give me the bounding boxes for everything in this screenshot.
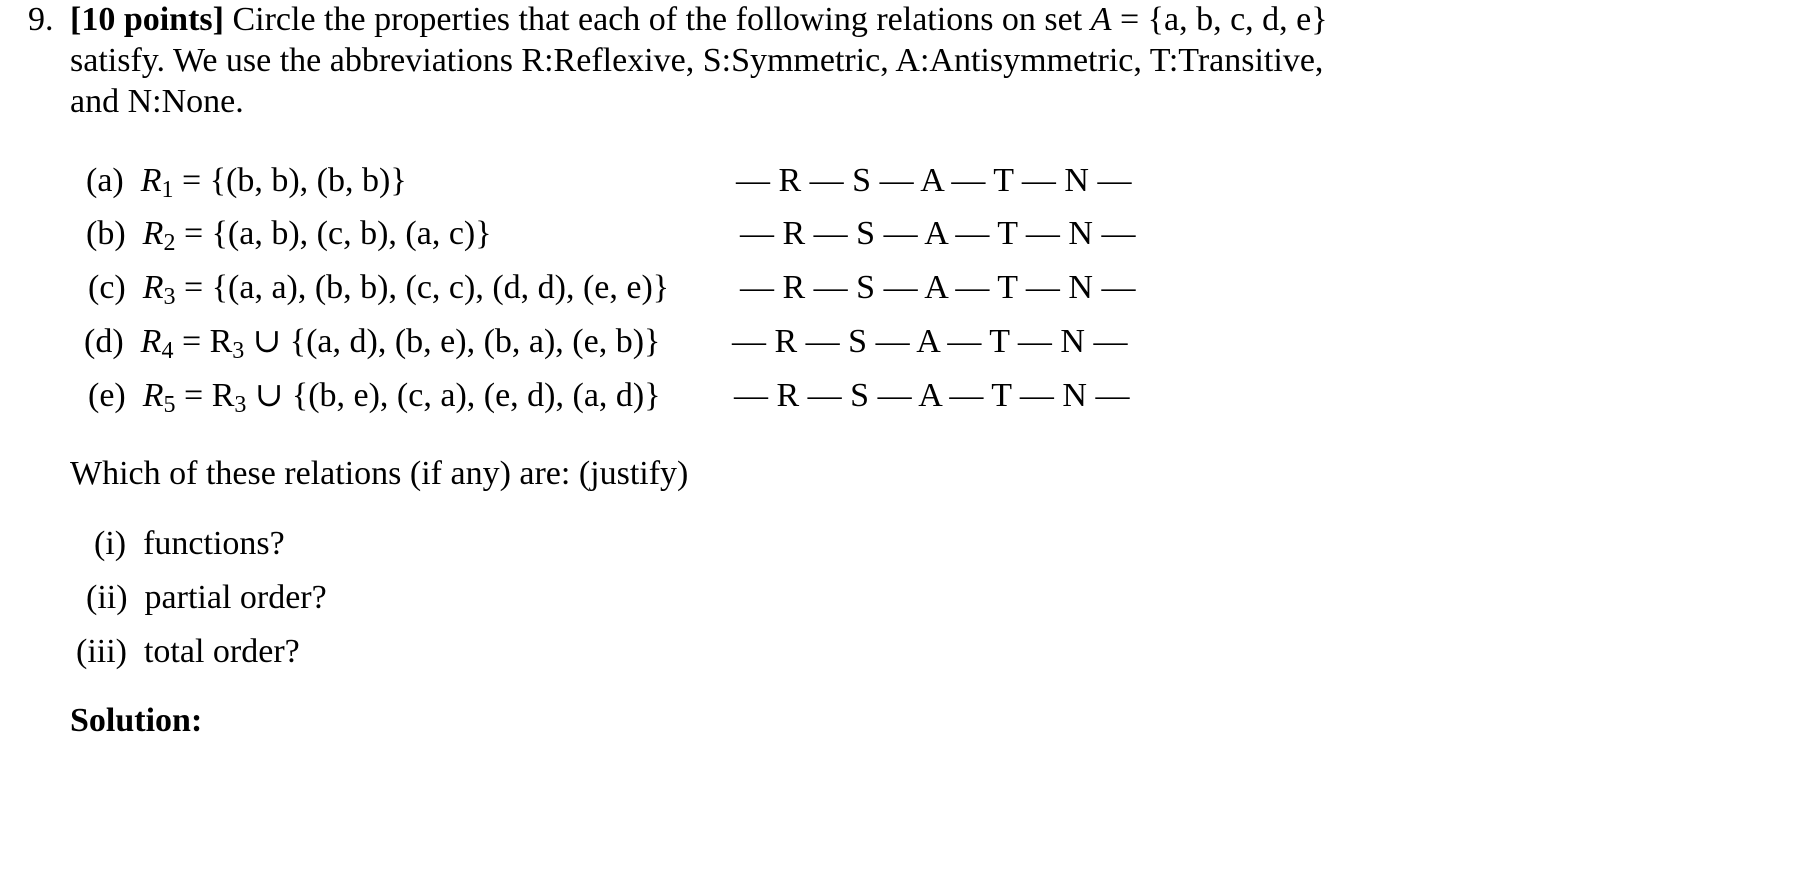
relation-subscript: 2 [163, 230, 176, 256]
relation-definition-rest: ∪ {(a, d), (b, e), (b, a), (e, b)} [244, 323, 661, 360]
problem-intro-line1: Circle the properties that each of the following relations on set [223, 1, 1091, 38]
relation-d [84, 318, 660, 375]
problem-points: [10 points] [70, 1, 224, 38]
relation-name: R [142, 377, 164, 414]
property-choices-a[interactable]: — R — S — A — T — N — [736, 162, 1132, 199]
relation-name: R [142, 269, 164, 306]
relation-b [86, 210, 492, 267]
relation-a [86, 157, 407, 214]
subquestion-text: total order? [143, 633, 300, 670]
relation-label: (e) [88, 377, 126, 414]
subquestion-text: functions? [143, 525, 285, 562]
property-choices-d[interactable]: — R — S — A — T — N — [732, 323, 1128, 360]
relation-definition: = R [173, 323, 233, 360]
relation-definition: = {(b, b), (b, b)} [173, 162, 407, 199]
relation-definition: = R [175, 377, 235, 414]
relation-e [88, 372, 661, 429]
relation-def-subscript: 3 [232, 338, 245, 364]
relation-name: R [140, 323, 162, 360]
problem-intro-line2: satisfy. We use the abbreviations R:Reflexive, S:Symmetric, A:Antisymmetric, T:Transitive, [70, 42, 1324, 79]
relation-subscript: 5 [163, 392, 176, 418]
relation-label: (a) [86, 162, 124, 199]
relation-definition: = {(a, b), (c, b), (a, c)} [175, 215, 492, 252]
subquestion-label: (i) [94, 525, 127, 562]
problem-number: 9. [28, 1, 54, 38]
subquestion-i [94, 520, 285, 568]
relation-definition-rest: ∪ {(b, e), (c, a), (e, d), (a, d)} [246, 377, 661, 414]
relation-subscript: 4 [161, 338, 174, 364]
question-text: Which of these relations (if any) are: (justify) [70, 455, 689, 492]
subquestion-iii [76, 628, 300, 676]
relation-def-subscript: 3 [234, 392, 247, 418]
relation-label: (c) [88, 269, 126, 306]
relation-subscript: 3 [163, 284, 176, 310]
subquestion-ii [86, 574, 327, 622]
property-choices-c[interactable]: — R — S — A — T — N — [740, 269, 1136, 306]
relation-definition: = {(a, a), (b, b), (c, c), (d, d), (e, e)} [175, 269, 670, 306]
relation-label: (d) [84, 323, 124, 360]
relation-c [88, 264, 669, 321]
subquestion-label: (ii) [86, 579, 128, 616]
subquestion-text: partial order? [144, 579, 327, 616]
property-choices-b[interactable]: — R — S — A — T — N — [740, 215, 1136, 252]
property-choices-e[interactable]: — R — S — A — T — N — [734, 377, 1130, 414]
relation-name: R [142, 215, 164, 252]
set-name: A [1090, 1, 1112, 38]
set-definition: = {a, b, c, d, e} [1111, 1, 1328, 38]
subquestion-label: (iii) [76, 633, 127, 670]
solution-label: Solution: [70, 702, 203, 739]
relation-name: R [140, 162, 162, 199]
relation-label: (b) [86, 215, 126, 252]
problem-intro-line3: and N:None. [70, 83, 244, 120]
relation-subscript: 1 [161, 177, 174, 203]
